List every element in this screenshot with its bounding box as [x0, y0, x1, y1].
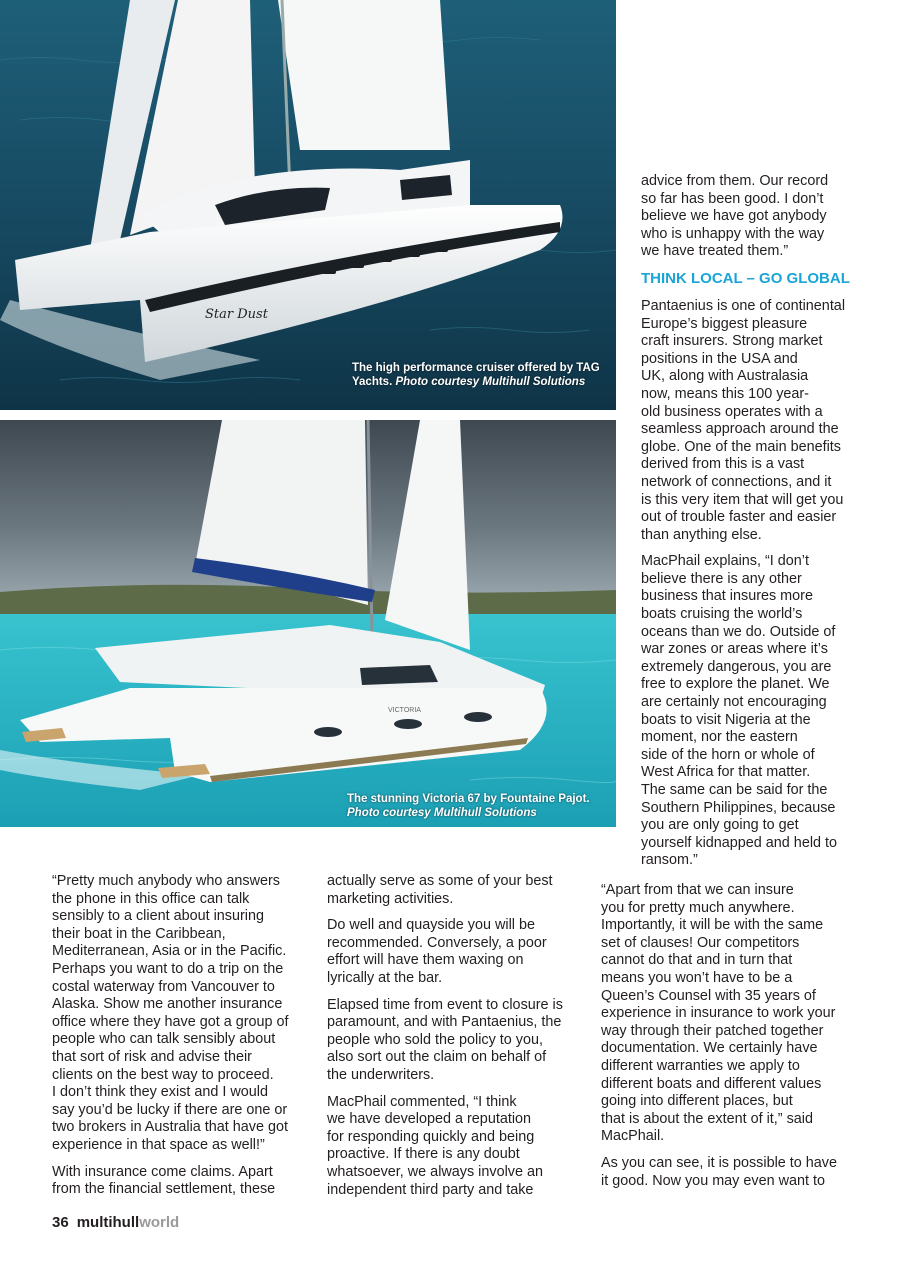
paragraph: Do well and quayside you will be recommended. Conversely, a poor effort will have them waxing on lyrically at the bar. [327, 917, 547, 986]
magazine-name-part1: multihull [76, 1214, 140, 1231]
paragraph: MacPhail commented, “I think we have developed a reputation for responding quickly and being proactive. If there is any doubt whatsoever, we always involve an independent third party and take [327, 1093, 543, 1198]
page-footer [52, 1214, 179, 1231]
page-number: 36 [52, 1214, 69, 1231]
bottom-caption-text: The stunning Victoria 67 by Fountaine Pajot. [347, 793, 590, 805]
paragraph: actually serve as some of your best marketing activities. [327, 873, 553, 907]
paragraph: Pantaenius is one of continental Europe’s biggest pleasure craft insurers. Strong market positions in the USA and UK, along with Australasia now, means this 100 year- old business operates with a seamless approach around the globe. One of the main benefits derived from this is a vast network of connections, and it is this very item that will get you out of trouble faster and easier than anything else. [641, 297, 846, 543]
paragraph: “Pretty much anybody who answers the phone in this office can talk sensibly to a client about insuring their boat in the Caribbean, Mediterranean, Asia or in the Pacific. Perhaps you want to do a trip on the costal waterway from Vancouver to Alaska. Show me another insurance office where they have got a group of people who can talk sensibly about that sort of risk and advise their clients on the best way to proceed. I don’t think they exist and I would say you’d be lucky if there are one or two brokers in Australia that have got experience in that space as well!” [52, 873, 289, 1153]
victoria-hull-name-label: VICTORIA [388, 707, 421, 714]
bottom-photo [0, 420, 616, 827]
column-1 [52, 873, 317, 1208]
bottom-photo-caption [347, 792, 597, 820]
magazine-name-part2: world [139, 1214, 180, 1231]
column-3 [601, 882, 861, 1199]
top-photo-caption [352, 361, 602, 389]
top-caption-credit: Photo courtesy Multihull Solutions [395, 376, 586, 388]
paragraph: As you can see, it is possible to have it good. Now you may even want to [601, 1154, 837, 1189]
section-heading: THINK LOCAL – GO GLOBAL [641, 269, 850, 287]
paragraph: With insurance come claims. Apart from the financial settlement, these [52, 1163, 276, 1198]
top-caption-text: The high performance cruiser offered by TAG Yachts. [352, 362, 600, 388]
paragraph: MacPhail explains, “I don’t believe there is any other business that insures more boats cruising the world’s oceans than we do. Outside of war zones or areas where it’s extremely dangerous, you are free to explore the planet. We are certainly not encouraging boats to visit Nigeria at the moment, nor the eastern side of the horn or whole of West Africa for that matter. The same can be said for the Southern Philippines, because you are only going to get yourself kidnapped and held to ransom.” [641, 553, 838, 869]
right-column-top [641, 173, 861, 879]
top-photo [0, 0, 616, 410]
hull-name-label: Star Dust [205, 307, 268, 322]
paragraph: Elapsed time from event to closure is paramount, and with Pantaenius, the people who sold the policy to you, also sort out the claim on behalf of the underwriters. [327, 996, 563, 1083]
victoria-catamaran-image [0, 420, 616, 827]
paragraph: “Apart from that we can insure you for pretty much anywhere. Importantly, it will be with the same set of clauses! Our competitors cannot do that and in turn that means you won’t have to be a Queen’s Counsel with 35 years of experience in insurance to work your way through their patched together documentation. We certainly have different warranties we apply to different boats and different values going into different places, but that is about the extent of it,” said MacPhail. [601, 882, 836, 1145]
catamaran-image [0, 0, 616, 410]
column-2 [327, 873, 587, 1208]
paragraph: advice from them. Our record so far has been good. I don’t believe we have got anybody who is unhappy with the way we have treated them.” [641, 173, 829, 260]
bottom-caption-credit: Photo courtesy Multihull Solutions [347, 807, 537, 819]
